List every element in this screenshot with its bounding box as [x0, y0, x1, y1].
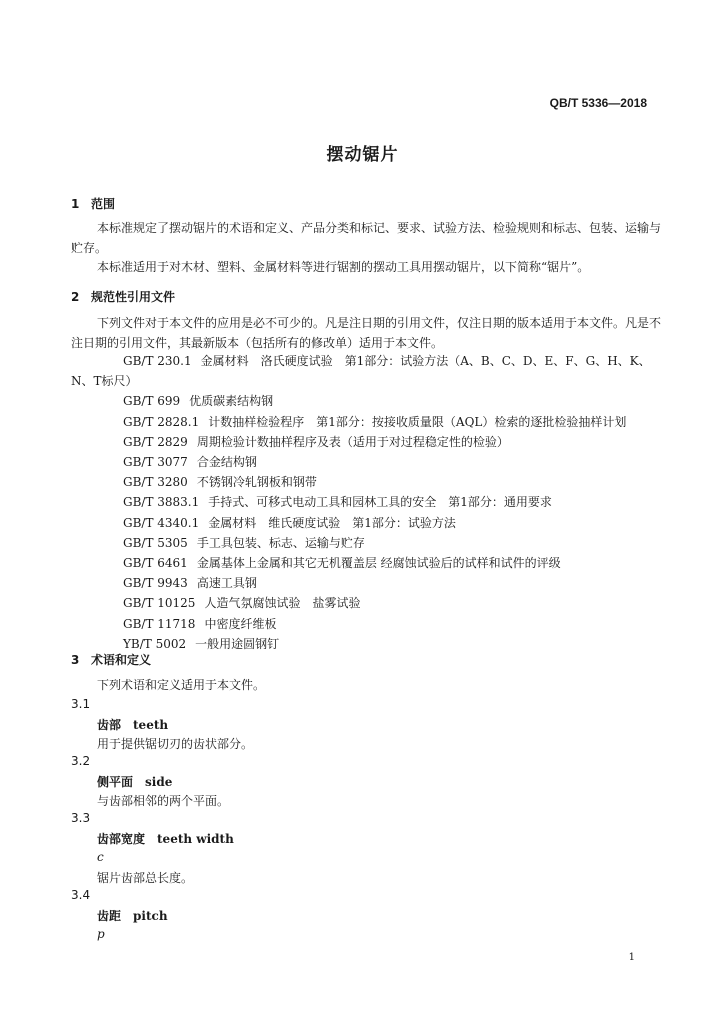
list-item	[71, 553, 661, 573]
term-definition: 锯片齿部总长度。	[97, 871, 194, 885]
section-title: 范围	[91, 197, 116, 211]
ref-code: GB/T 3077	[123, 455, 188, 470]
page-title: 摆动锯片	[326, 145, 399, 165]
term-number: 3.4	[71, 888, 91, 902]
term-cn: 侧平面	[97, 775, 134, 789]
list-item	[71, 492, 661, 512]
list-item	[71, 573, 661, 593]
term-definition: 用于提供锯切刃的齿状部分。	[97, 737, 254, 751]
term-heading	[97, 830, 234, 847]
ref-code: GB/T 3280	[123, 475, 188, 490]
ref-code: GB/T 4340.1	[123, 515, 200, 530]
term-heading	[97, 773, 172, 790]
list-item	[71, 452, 661, 472]
term-cn: 齿部宽度	[97, 832, 146, 846]
ref-code: GB/T 5305	[123, 535, 188, 550]
section-number: 1	[71, 197, 80, 211]
term-symbol: p	[97, 927, 105, 941]
ref-title: 中密度纤维板	[204, 616, 277, 631]
term-en: side	[145, 775, 173, 789]
term-number: 3.2	[71, 754, 91, 768]
term-en: pitch	[133, 909, 168, 923]
term-symbol: c	[97, 850, 104, 864]
doc-code: QB/T 5336—2018	[549, 96, 647, 110]
ref-code: GB/T 230.1	[123, 354, 192, 368]
term-number: 3.3	[71, 811, 91, 825]
ref-code: GB/T 2829	[123, 434, 188, 449]
list-item	[71, 614, 661, 634]
ref-code: GB/T 699	[123, 394, 181, 409]
section-1-heading	[71, 195, 115, 212]
ref-title: 手持式、可移式电动工具和园林工具的安全 第1部分：通用要求	[208, 495, 552, 510]
paragraph: 下列文件对于本文件的应用是必不可少的。凡是注日期的引用文件，仅注日期的版本适用于本文件。凡是不注日期的引用文件，其最新版本（包括所有的修改单）适用于本文件。	[71, 316, 662, 350]
ref-title: 不锈钢冷轧钢板和钢带	[196, 475, 317, 490]
reference-list	[71, 351, 661, 654]
paragraph: 本标准规定了摆动锯片的术语和定义、产品分类和标记、要求、试验方法、检验规则和标志、包装、运输与贮存。	[71, 221, 662, 255]
ref-code: GB/T 11718	[123, 616, 196, 631]
section-2-heading	[71, 288, 175, 305]
ref-title: 金属材料 洛氏硬度试验 第1部分：试验方法（A、B、C、D、E、F、G、H、K、N、T标尺）	[71, 354, 651, 389]
term-cn: 齿部	[97, 718, 122, 732]
ref-code: GB/T 3883.1	[123, 495, 200, 510]
ref-code: GB/T 6461	[123, 556, 188, 571]
ref-code: GB/T 9943	[123, 576, 188, 591]
term-cn: 齿距	[97, 909, 122, 923]
ref-title: 周期检验计数抽样程序及表（适用于对过程稳定性的检验）	[196, 434, 509, 449]
ref-title: 合金结构钢	[196, 455, 257, 470]
list-item	[71, 472, 661, 492]
term-heading	[97, 907, 168, 924]
ref-code: GB/T 2828.1	[123, 414, 200, 429]
term-en: teeth	[133, 718, 169, 732]
ref-code: YB/T 5002	[123, 636, 187, 651]
list-item	[71, 412, 661, 432]
ref-title: 手工具包装、标志、运输与贮存	[196, 535, 365, 550]
ref-title: 金属基体上金属和其它无机覆盖层 经腐蚀试验后的试样和试件的评级	[196, 556, 561, 571]
ref-title: 优质碳素结构钢	[189, 394, 274, 409]
ref-title: 计数抽样检验程序 第1部分：按接收质量限（AQL）检索的逐批检验抽样计划	[208, 414, 627, 429]
page-number: 1	[628, 952, 635, 963]
ref-title: 一般用途圆钢钉	[195, 636, 280, 651]
list-item	[71, 533, 661, 553]
list-item	[71, 391, 661, 411]
section-title: 规范性引用文件	[91, 290, 176, 304]
list-item	[71, 634, 661, 654]
section-3-heading	[71, 651, 151, 668]
paragraph: 本标准适用于对木材、塑料、金属材料等进行锯割的摆动工具用摆动锯片，以下简称“锯片”。	[97, 260, 590, 274]
list-item	[71, 432, 661, 452]
term-definition: 与齿部相邻的两个平面。	[97, 794, 230, 808]
list-item	[71, 351, 661, 391]
term-en: teeth width	[157, 832, 234, 846]
term-heading	[97, 716, 168, 733]
ref-title: 人造气氛腐蚀试验 盐雾试验	[204, 596, 361, 611]
list-item	[71, 593, 661, 613]
ref-title: 金属材料 维氏硬度试验 第1部分：试验方法	[208, 515, 456, 530]
ref-code: GB/T 10125	[123, 596, 196, 611]
section-number: 3	[71, 653, 80, 667]
ref-title: 高速工具钢	[196, 576, 257, 591]
list-item	[71, 513, 661, 533]
section-number: 2	[71, 290, 80, 304]
term-number: 3.1	[71, 697, 91, 711]
section-title: 术语和定义	[91, 653, 152, 667]
paragraph: 下列术语和定义适用于本文件。	[97, 678, 266, 692]
